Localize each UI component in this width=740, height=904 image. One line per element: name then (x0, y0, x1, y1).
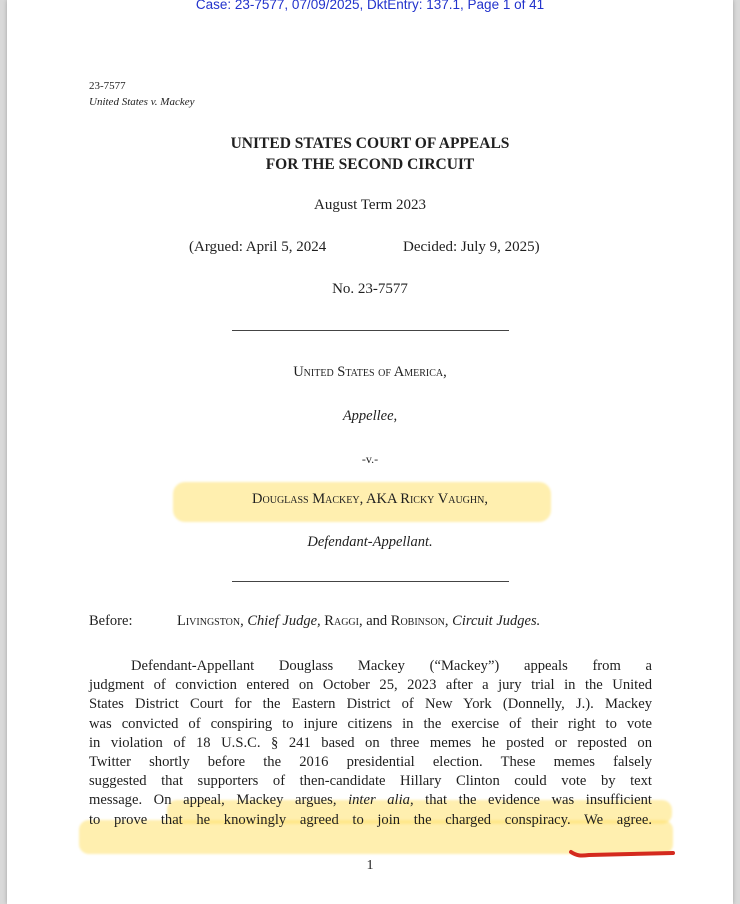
appellee-role: Appellee, (342, 408, 398, 424)
defendant-name: Douglass Mackey, AKA Ricky Vaughn, (252, 491, 488, 507)
chief-judge-title: Chief Judge, (247, 613, 321, 629)
panel-judges (177, 613, 540, 630)
opinion-text: , that the evidence was insufficient (409, 792, 652, 809)
circuit-judges-title: Circuit Judges. (452, 613, 541, 629)
appellee-name: United States of America, (293, 364, 447, 380)
judge-raggi: Raggi, (324, 613, 363, 629)
and-text: and (366, 613, 388, 629)
divider-top (232, 330, 509, 331)
before-label: Before: (89, 613, 133, 629)
docket-number: No. 23-7577 (332, 281, 408, 297)
red-underline-annotation (569, 849, 675, 858)
opinion-line-holding-end: to prove that he knowingly agreed to join the charged conspiracy. We agree. (89, 811, 652, 828)
opinion-text: message. On appeal, Mackey argues, (89, 792, 337, 809)
document-page (7, 0, 733, 904)
docket-stamp: Case: 23-7577, 07/09/2025, DktEntry: 137.1, Page 1 of 41 (195, 0, 545, 12)
opinion-line: suggested that supporters of then-candidate Hillary Clinton could vote by text (89, 773, 652, 790)
opinion-line: judgment of conviction entered on October 25, 2023 after a jury trial in the United (89, 677, 652, 694)
opinion-line: States District Court for the Eastern District of New York (Donnelly, J.). Mackey (89, 696, 652, 713)
term: August Term 2023 (313, 197, 426, 213)
decided-date: Decided: July 9, 2025) (403, 239, 540, 255)
opinion-summary-paragraph (89, 657, 652, 830)
versus: -v.- (361, 452, 379, 466)
court-name-line2: FOR THE SECOND CIRCUIT (265, 156, 475, 173)
opinion-line: in violation of 18 U.S.C. § 241 based on three memes he posted or reposted on (89, 734, 652, 751)
caption-docket-number: 23-7577 (89, 80, 126, 92)
judge-livingston: Livingston, (177, 613, 244, 629)
opinion-line: Defendant-Appellant Douglass Mackey (“Mackey”) appeals from a (131, 658, 652, 674)
inter-alia: inter alia (348, 792, 410, 809)
defendant-role: Defendant-Appellant. (307, 534, 433, 550)
opinion-line-holding-start (89, 791, 652, 810)
argued-date: (Argued: April 5, 2024 (189, 239, 327, 255)
page-number: 1 (366, 858, 374, 873)
court-name (7, 133, 733, 175)
opinion-line: was convicted of conspiring to injure citizens in the exercise of their right to vote (89, 715, 652, 732)
opinion-line: Twitter shortly before the 2016 presidential election. These memes falsely (89, 754, 652, 771)
divider-bottom (232, 581, 509, 582)
court-name-line1: UNITED STATES COURT OF APPEALS (230, 135, 510, 152)
judge-robinson: Robinson, (390, 613, 449, 629)
caption-case-title: United States v. Mackey (89, 96, 195, 108)
